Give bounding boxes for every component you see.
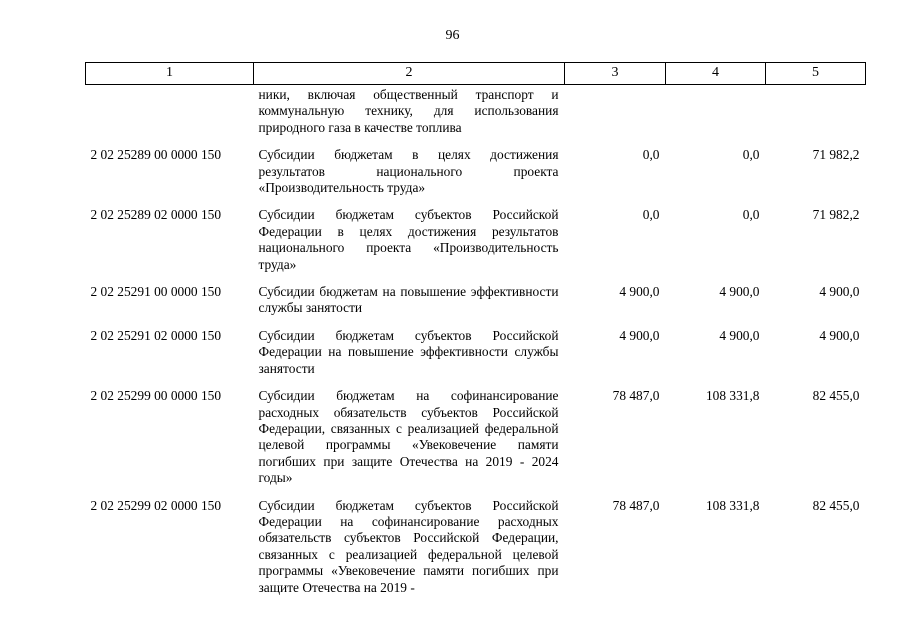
row-code: 2 02 25299 00 0000 150 xyxy=(90,388,222,404)
row-code: 2 02 25299 02 0000 150 xyxy=(90,497,222,513)
row-code: 2 02 25291 02 0000 150 xyxy=(90,327,222,343)
column-header-5: 5 xyxy=(766,63,866,85)
row-value-1: 0,0 xyxy=(642,207,660,223)
header-row xyxy=(86,63,866,85)
row-name: Субсидии бюджетам субъектов Российской Федерации на повышение эффективности службы занятости xyxy=(258,327,559,376)
row-value-1: 78 487,0 xyxy=(612,497,660,513)
table-row xyxy=(86,328,866,388)
row-value-3 xyxy=(766,85,866,148)
table-header xyxy=(86,63,866,85)
row-value-1: 4 900,0 xyxy=(619,284,660,300)
row-code xyxy=(86,85,254,148)
row-name: Субсидии бюджетам субъектов Российской Федерации на софинансирование расходных обязательств субъектов Российской Федерации, связанных с реализацией федеральной целевой программы «Увековечение памяти погибших при защите Отечества на 2019 - xyxy=(258,497,559,595)
column-header-4: 4 xyxy=(666,63,766,85)
table-body xyxy=(86,85,866,607)
row-value-2: 0,0 xyxy=(742,207,760,223)
budget-table xyxy=(85,62,866,607)
row-value-1: 4 900,0 xyxy=(619,327,660,343)
column-header-1: 1 xyxy=(86,63,254,85)
row-value-2: 108 331,8 xyxy=(705,388,760,404)
table-row xyxy=(86,388,866,497)
column-header-2: 2 xyxy=(254,63,565,85)
row-name: ники, включая общественный транспорт и коммунальную технику, для использования природного газа в качестве топлива xyxy=(258,87,559,135)
row-code: 2 02 25289 02 0000 150 xyxy=(90,207,222,223)
row-value-3: 82 455,0 xyxy=(812,497,860,513)
row-code: 2 02 25291 00 0000 150 xyxy=(90,284,222,300)
row-value-3: 4 900,0 xyxy=(819,284,860,300)
row-value-2: 4 900,0 xyxy=(719,284,760,300)
row-value-1: 78 487,0 xyxy=(612,388,660,404)
row-value-1: 0,0 xyxy=(642,147,660,163)
table-row xyxy=(86,498,866,607)
table-row-continuation xyxy=(86,85,866,148)
page-number: 96 xyxy=(445,28,460,43)
row-name: Субсидии бюджетам на софинансирование расходных обязательств субъектов Российской Федерации, связанных с реализацией федеральной целевой программы «Увековечение памяти погибших при защите Отечества на 2019 - 2024 годы» xyxy=(258,388,559,486)
row-value-3: 82 455,0 xyxy=(812,388,860,404)
row-value-3: 4 900,0 xyxy=(819,327,860,343)
column-header-3: 3 xyxy=(565,63,666,85)
row-value-3: 71 982,2 xyxy=(812,207,860,223)
row-name: Субсидии бюджетам в целях достижения результатов национального проекта «Производительность труда» xyxy=(258,147,559,196)
row-name: Субсидии бюджетам на повышение эффективности службы занятости xyxy=(258,284,559,316)
row-value-2 xyxy=(666,85,766,148)
table-row xyxy=(86,207,866,284)
row-value-2: 108 331,8 xyxy=(705,497,760,513)
table-row xyxy=(86,284,866,328)
row-value-1 xyxy=(565,85,666,148)
row-name: Субсидии бюджетам субъектов Российской Федерации в целях достижения результатов национального проекта «Производительность труда» xyxy=(258,207,559,272)
table-row xyxy=(86,147,866,207)
row-value-2: 4 900,0 xyxy=(719,327,760,343)
row-value-3: 71 982,2 xyxy=(812,147,860,163)
row-value-2: 0,0 xyxy=(742,147,760,163)
row-code: 2 02 25289 00 0000 150 xyxy=(90,147,222,163)
